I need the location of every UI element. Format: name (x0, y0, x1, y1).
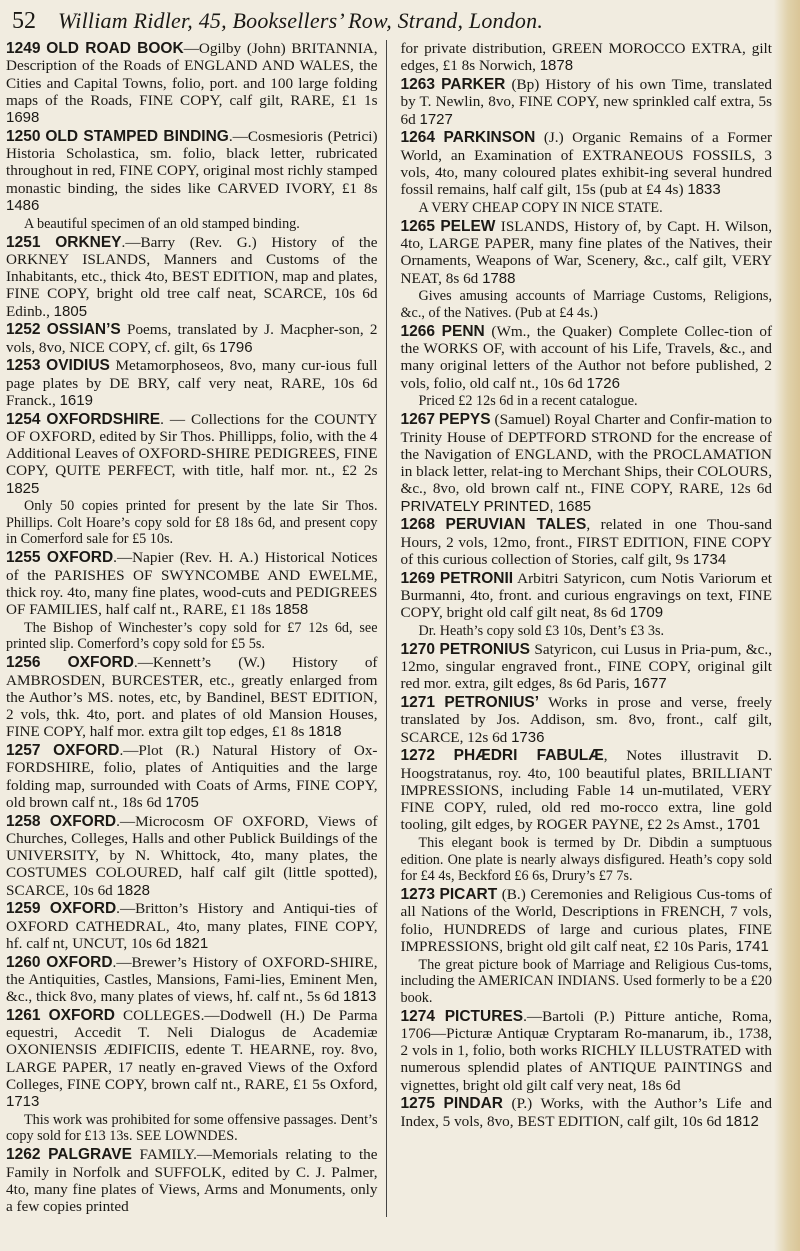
entry-number: 1257 (6, 742, 41, 759)
entry-title: PETRONIUS (439, 640, 530, 658)
catalogue-entry (401, 641, 773, 693)
catalogue-entry (401, 76, 773, 128)
entry-description: Works in prose and verse, freely translated by Jos. Addison, sm. 8vo, front., calf gilt, SCARCE, 12s 6d (400, 694, 772, 746)
entry-title: PENN (441, 322, 485, 340)
entry-title: OXFORD (46, 953, 113, 971)
entry-date: 1727 (419, 110, 453, 128)
page-header (12, 8, 770, 32)
catalogue-entry (6, 128, 378, 214)
entry-number: 1273 (400, 886, 435, 903)
entry-number: 1259 (6, 900, 41, 918)
entry-date: 1828 (116, 881, 150, 899)
entry-number: 1265 (400, 217, 435, 235)
entry-date: 1878 (539, 57, 574, 75)
entry-note: Gives amusing accounts of Marriage Customs, Religions, &c., of the Natives. (Pub at £4 4s.) (400, 288, 772, 321)
entry-number: 1271 (400, 694, 435, 711)
entry-number: 1254 (6, 410, 41, 428)
entry-description: .—Napier (Rev. H. A.) Historical Notices of the PARISHES OF SWYNCOMBE AND EWELME, thick roy. 4to, many fine plates, wood-cuts and PEDIGREES OF FAMILIES, half calf nt., RARE, £1 18s (6, 549, 378, 618)
entry-title: OXFORD (49, 900, 117, 918)
entry-date: PRIVATELY PRINTED, 1685 (400, 497, 592, 515)
entry-date: 1812 (725, 1112, 759, 1130)
entry-title: PICART (439, 886, 498, 903)
entry-date: 1705 (165, 793, 199, 811)
entry-note: A VERY CHEAP COPY IN NICE STATE. (418, 199, 663, 216)
entry-date: 1805 (53, 302, 88, 320)
entry-number: 1270 (400, 640, 435, 658)
catalogue-entry (401, 694, 773, 746)
entry-date: 1677 (633, 675, 667, 693)
entry-title: OXFORDSHIRE (46, 410, 161, 428)
catalogue-entry (401, 218, 773, 287)
entry-description: .—Britton’s History and Antiqui-ties of OXFORD CATHEDRAL, 4to, many plates, FINE COPY, hf. calf nt, UNCUT, 10s 6d (6, 900, 378, 952)
right-column (401, 40, 773, 1217)
entry-number: 1263 (400, 76, 435, 93)
entry-title: OLD STAMPED BINDING (45, 127, 229, 145)
entry-title: PELEW (440, 217, 496, 235)
entry-date: 1858 (274, 601, 309, 618)
entry-description: .—Plot (R.) Natural History of Ox-FORDSHIRE, folio, plates of Antiquities and the large folding map, surrounded with Coats of Arms, FINE COPY, old brown calf nt., 18s 6d (6, 742, 378, 811)
entry-date: 1701 (726, 816, 761, 834)
entry-date: 1825 (6, 479, 40, 497)
catalogue-entry (6, 321, 378, 356)
entry-description: .—Microcosm OF OXFORD, Views of Churches, Colleges, Halls and other Publick Buildings of the UNIVERSITY, by N. Whittock, 4to, many plates, the COSTUMES COLOURED, half calf gilt (little spotted), SCARCE, 10s 6d (6, 812, 378, 899)
entry-title: OXFORD (49, 812, 117, 830)
entry-number: 1262 (6, 1146, 41, 1164)
entry-description: (Samuel) Royal Charter and Confir-mation to Trinity House of DEPTFORD STROND for the encrease of the Navigation of ENGLAND, with the PROCLAMATION in black letter, relat-ing to Merchant Ships, their COLOURS, &c., 8vo, old brown calf nt., FINE COPY, RARE, 12s 6d (400, 411, 772, 498)
entry-title: OXFORD (46, 549, 114, 567)
entry-number: 1249 (6, 40, 41, 57)
entry-description: Arbitri Satyricon, cum Notis Variorum et Burmanni, 4to, front. and curious engravings on text, FINE COPY, bright old calf gilt neat, 8s 6d (400, 569, 772, 621)
entry-description: for private distribution, GREEN MOROCCO EXTRA, gilt edges, £1 8s Norwich, (400, 40, 772, 75)
entry-number: 1252 (6, 321, 41, 339)
entry-number: 1269 (400, 569, 435, 587)
entry-description: .—Brewer’s History of OXFORD-SHIRE, the Antiquities, Castles, Mansions, Fami-lies, Eminent Men, &c., thick 8vo, many plates of views, hf. calf nt., 5s 6d (6, 953, 378, 1005)
catalogue-entry (401, 1095, 773, 1130)
entry-note: Only 50 copies printed for present by the late Sir Thos. Phillips. Colt Hoare’s copy sold for £8 18s 6d, and present copy in Comerford sale for £5 10s. (6, 498, 378, 548)
entry-description: (Wm., the Quaker) Complete Collec-tion of the WORKS OF, with account of his Life, Travels, &c., and many original letters of the Author not before published, 2 vols, folio, old calf nt., 10s 6d (400, 322, 772, 392)
catalogue-entry (6, 357, 378, 409)
entry-description: .—Bartoli (P.) Pitture antiche, Roma, 1706—Picturæ Antiquæ Cryptaram Ro-manarum, ib., 1738, 2 vols in 1, folio, both works RICHLY ILLUSTRATED with numerous splendid plates of ANTIQUE PAINTINGS and vignettes, bright old gilt calf very neat, 18s 6d (400, 1007, 772, 1094)
entry-title: OLD ROAD BOOK (46, 40, 184, 57)
catalogue-entry (6, 1007, 378, 1111)
entry-number: 1253 (6, 357, 41, 375)
entry-number: 1275 (400, 1095, 435, 1113)
catalogue-entry (401, 1008, 773, 1094)
entry-date: 1713 (6, 1093, 40, 1110)
catalogue-entry (401, 323, 773, 392)
entry-description: .—Kennett’s (W.) History of AMBROSDEN, BURCESTER, etc., greatly enlarged from the Author’s MS. notes, etc, by Bandinel, BEST EDITION, 2 vols, thk. 4to, port. and plates of old Mansion Houses, FINE COPY, half mor. extra gilt top edges, £1 8s (6, 654, 378, 741)
entry-number: 1251 (6, 233, 41, 251)
entry-title: OXFORD (53, 742, 120, 759)
entry-title: PETRONII (439, 569, 514, 587)
entry-title: PEPYS (438, 411, 491, 429)
entry-note: A beautiful specimen of an old stamped binding. (24, 215, 300, 232)
entry-number: 1260 (6, 953, 41, 971)
entry-description: , Notes illustravit D. Hoogstratanus, roy. 4to, 100 beautiful plates, BRILLIANT IMPRESSIONS, including Fable 14 un-mutilated, VERY FINE COPY, ruled, old red mo-rocco extra, line gold tooling, gilt edges, by ROGER PAYNE, £2 2s Amst., (400, 747, 772, 834)
entry-description: (Bp) History of his own Time, translated by T. Newlin, 8vo, FINE COPY, new sprinkled calf extra, 5s 6d (400, 76, 772, 128)
page-number: 52 (12, 8, 36, 34)
entry-note: This elegant book is termed by Dr. Dibdin a sumptuous edition. One plate is nearly always disfigured. Heath’s copy sold for £4 4s, Beckford £6 6s, Drury’s £7 7s. (400, 835, 772, 884)
catalogue-entry (6, 954, 378, 1006)
catalogue-entry (401, 129, 773, 198)
entry-description: Satyricon, cui Lusus in Pria-pum, &c., 12mo, singular engraved front., FINE COPY, original gilt red mor. extra, gilt edges, 8s 6d Paris, (400, 640, 773, 693)
page-edge (774, 0, 800, 1251)
entry-title: PARKER (441, 76, 506, 93)
catalogue-entry (6, 654, 378, 740)
entry-description: , related in one Thou-sand Hours, 2 vols, 12mo, front., FIRST EDITION, FINE COPY of this curious collection of Stories, calf gilt, 9s (400, 516, 772, 568)
catalogue-entry (401, 570, 773, 622)
catalogue-entry (401, 747, 773, 833)
entry-note: The great picture book of Marriage and Religious Cus-toms, including the AMERICAN INDIANS. Used formerly to be a £20 book. (400, 956, 772, 1006)
entry-number: 1261 (6, 1006, 41, 1024)
entry-title: OVIDIUS (46, 357, 110, 375)
entry-date: 1736 (511, 728, 545, 746)
entry-date: 1796 (219, 338, 253, 356)
entry-title: OXFORD (48, 1006, 115, 1024)
entry-description: (B.) Ceremonies and Religious Cus-toms of all Nations of the World, Descriptions in FRENCH, 7 vols, folio, HUNDREDS of large and curious plates, FINE IMPRESSIONS, bright old gilt calf neat, £2 10s Paris, (400, 886, 772, 955)
entry-description: .—Barry (Rev. G.) History of the ORKNEY ISLANDS, Manners and Customs of the Inhabitants, etc., thick 4to, BEST EDITION, map and plates, FINE COPY, bright old tree calf neat, SCARCE, 10s 6d Edinb., (6, 233, 378, 320)
catalogue-entry (401, 411, 773, 515)
entry-number: 1250 (6, 127, 41, 145)
entry-title: PERUVIAN TALES (445, 516, 587, 534)
entry-description: (J.) Organic Remains of a Former World, an Examination of EXTRANEOUS FOSSILS, 3 vols, 4to, many coloured plates exhibit-ing several hundred fossil remains, half calf gilt, 15s (pub at £4 4s) (400, 129, 773, 198)
entry-date: 1734 (692, 550, 727, 568)
entry-date: 1813 (343, 988, 377, 1005)
entry-number: 1272 (400, 747, 435, 765)
entry-title: ORKNEY (55, 233, 122, 251)
entry-note: This work was prohibited for some offensive passages. Dent’s copy sold for £13 13s. SEE LOWNDES. (6, 1111, 378, 1145)
entry-title: PETRONIUS’ (444, 694, 540, 711)
entry-date: 1709 (629, 604, 664, 621)
entry-description: Metamorphoseos, 8vo, many cur-ious full page plates by DE BRY, calf very neat, RARE, 10s 6d Franck., (6, 357, 378, 409)
entry-description: —Ogilby (John) BRITANNIA, Description of the Roads of ENGLAND AND WALES, the Cities and Capital Towns, folio, port. and 100 large folding maps of the Roads, FINE COPY, calf gilt, RARE, £1 1s (6, 40, 378, 109)
entry-title: PALGRAVE (48, 1146, 132, 1164)
catalogue-entry (401, 40, 773, 75)
entry-date: 1698 (6, 109, 40, 126)
catalogue-entry (401, 886, 773, 955)
entry-description: (P.) Works, with the Author’s Life and Index, 5 vols, 8vo, BEST EDITION, calf gilt, 10s 6d (400, 1095, 772, 1130)
entry-title: PINDAR (443, 1095, 503, 1113)
catalogue-entry (6, 813, 378, 899)
entry-description: Poems, translated by J. Macpher-son, 2 vols, 8vo, NICE COPY, cf. gilt, 6s (6, 321, 378, 356)
catalogue-columns (6, 40, 772, 1217)
entry-date: 1818 (308, 723, 342, 741)
entry-note: Priced £2 12s 6d in a recent catalogue. (418, 393, 638, 410)
entry-date: 1833 (687, 181, 721, 198)
entry-date: 1486 (6, 196, 40, 214)
left-column (6, 40, 387, 1217)
entry-number: 1274 (400, 1007, 435, 1025)
entry-date: 1788 (482, 269, 516, 287)
entry-date: 1741 (735, 937, 769, 955)
catalogue-entry (6, 1146, 378, 1215)
entry-description: . — Collections for the COUNTY OF OXFORD, edited by Sir Thos. Phillipps, folio, with the 4 Additional Leaves of OXFORD-SHIRE PEDIGREES, FINE COPY, QUITE PERFECT, with title, half mor. nt., £2 2s (6, 410, 378, 480)
catalogue-entry (6, 549, 378, 618)
entry-number: 1255 (6, 549, 41, 567)
catalogue-entry (6, 234, 378, 320)
entry-number: 1256 (6, 654, 41, 672)
entry-number: 1268 (400, 516, 435, 534)
catalogue-entry (6, 742, 378, 811)
entry-number: 1258 (6, 812, 41, 830)
entry-date: 1821 (174, 934, 209, 952)
catalogue-entry (401, 516, 773, 568)
catalogue-entry (6, 40, 378, 126)
entry-number: 1264 (400, 129, 435, 147)
entry-note: Dr. Heath’s copy sold £3 10s, Dent’s £3 3s. (418, 622, 665, 639)
running-title: William Ridler, 45, Booksellers’ Row, Strand, London. (58, 8, 544, 33)
entry-description: ISLANDS, History of, by Capt. H. Wilson, 4to, LARGE PAPER, many fine plates of the Natives, their Ornaments, Weapons of War, Scenery, &c., calf gilt, VERY NEAT, 8s 6d (400, 217, 772, 287)
entry-note: The Bishop of Winchester’s copy sold for £7 12s 6d, see printed slip. Comerford’s copy sold for £5 5s. (6, 619, 378, 653)
catalogue-entry (6, 900, 378, 952)
entry-description: COLLEGES.—Dodwell (H.) De Parma equestri, Accedit T. Neli Dialogus de Academiæ OXONIENSIS ÆDIFICIIS, edente T. HEARNE, roy. 8vo, LARGE PAPER, 17 neatly en-graved Views of the Oxford Colleges, FINE COPY, brown calf nt., RARE, £1 5s Oxford, (6, 1006, 378, 1093)
entry-number: 1266 (400, 322, 435, 340)
catalogue-entry (6, 411, 378, 497)
entry-title: PHÆDRI FABULÆ (453, 747, 604, 765)
entry-date: 1619 (59, 391, 93, 409)
entry-title: OSSIAN’S (46, 321, 121, 339)
entry-number: 1267 (400, 411, 435, 429)
entry-description: FAMILY.—Memorials relating to the Family in Norfolk and SUFFOLK, edited by C. J. Palmer, 4to, many fine plates of Views, Arms and Monuments, only a few copies printed (6, 1146, 378, 1215)
entry-date: 1726 (586, 374, 620, 392)
entry-title: OXFORD (67, 654, 134, 672)
entry-title: PARKINSON (443, 129, 536, 147)
entry-description: .—Cosmesioris (Petrici) Historia Scholastica, sm. folio, black letter, rubricated throughout in red, FINE COPY, original most richly stamped monastic binding, the sides like CARVED IVORY, £1 8s (6, 127, 378, 197)
entry-title: PICTURES (444, 1007, 524, 1025)
